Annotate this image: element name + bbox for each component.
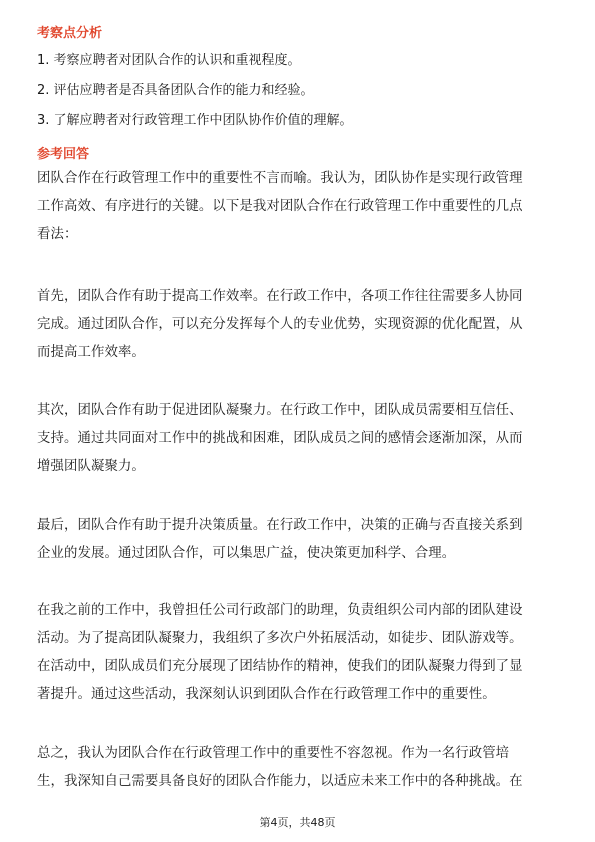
answer-paragraph-1	[37, 165, 559, 249]
answer-paragraph-6	[37, 740, 559, 796]
paragraph-line: 企业的发展。通过团队合作，可以集思广益，使决策更加科学、合理。	[37, 546, 456, 561]
analysis-item-1: 1. 考察应聘者对团队合作的认识和重视程度。	[37, 53, 301, 68]
answer-paragraph-2	[37, 283, 559, 367]
answer-paragraph-3	[37, 397, 559, 481]
paragraph-line: 工作高效、有序进行的关键。以下是我对团队合作在行政管理工作中重要性的几点	[37, 199, 523, 214]
paragraph-line: 增强团队凝聚力。	[37, 459, 145, 474]
paragraph-line: 著提升。通过这些活动，我深刻认识到团队合作在行政管理工作中的重要性。	[37, 687, 496, 702]
paragraph-line: 总之，我认为团队合作在行政管理工作中的重要性不容忽视。作为一名行政管培	[37, 746, 510, 761]
paragraph-line: 完成。通过团队合作，可以充分发挥每个人的专业优势，实现资源的优化配置，从	[37, 317, 523, 332]
paragraph-line: 而提高工作效率。	[37, 345, 145, 360]
paragraph-line: 最后，团队合作有助于提升决策质量。在行政工作中，决策的正确与否直接关系到	[37, 518, 523, 533]
paragraph-line: 其次，团队合作有助于促进团队凝聚力。在行政工作中，团队成员需要相互信任、	[37, 403, 523, 418]
paragraph-line: 在活动中，团队成员们充分展现了团结协作的精神，使我们的团队凝聚力得到了显	[37, 659, 523, 674]
answer-paragraph-5	[37, 597, 559, 709]
paragraph-line: 支持。通过共同面对工作中的挑战和困难，团队成员之间的感情会逐渐加深，从而	[37, 431, 523, 446]
paragraph-line: 首先，团队合作有助于提高工作效率。在行政工作中，各项工作往往需要多人协同	[37, 289, 523, 304]
analysis-heading: 考察点分析	[37, 26, 103, 41]
paragraph-line: 看法：	[37, 227, 78, 242]
analysis-item-2: 2. 评估应聘者是否具备团队合作的能力和经验。	[37, 83, 314, 98]
paragraph-line: 生，我深知自己需要具备良好的团队合作能力，以适应未来工作中的各种挑战。在	[37, 774, 523, 789]
paragraph-line: 团队合作在行政管理工作中的重要性不言而喻。我认为，团队协作是实现行政管理	[37, 171, 523, 186]
page-number-footer: 第4页，共48页	[259, 816, 336, 829]
answer-paragraph-4	[37, 512, 559, 568]
paragraph-line: 活动。为了提高团队凝聚力，我组织了多次户外拓展活动，如徒步、团队游戏等。	[37, 631, 523, 646]
analysis-item-3: 3. 了解应聘者对行政管理工作中团队协作价值的理解。	[37, 113, 353, 128]
answer-heading: 参考回答	[37, 147, 90, 162]
paragraph-line: 在我之前的工作中，我曾担任公司行政部门的助理，负责组织公司内部的团队建设	[37, 603, 523, 618]
